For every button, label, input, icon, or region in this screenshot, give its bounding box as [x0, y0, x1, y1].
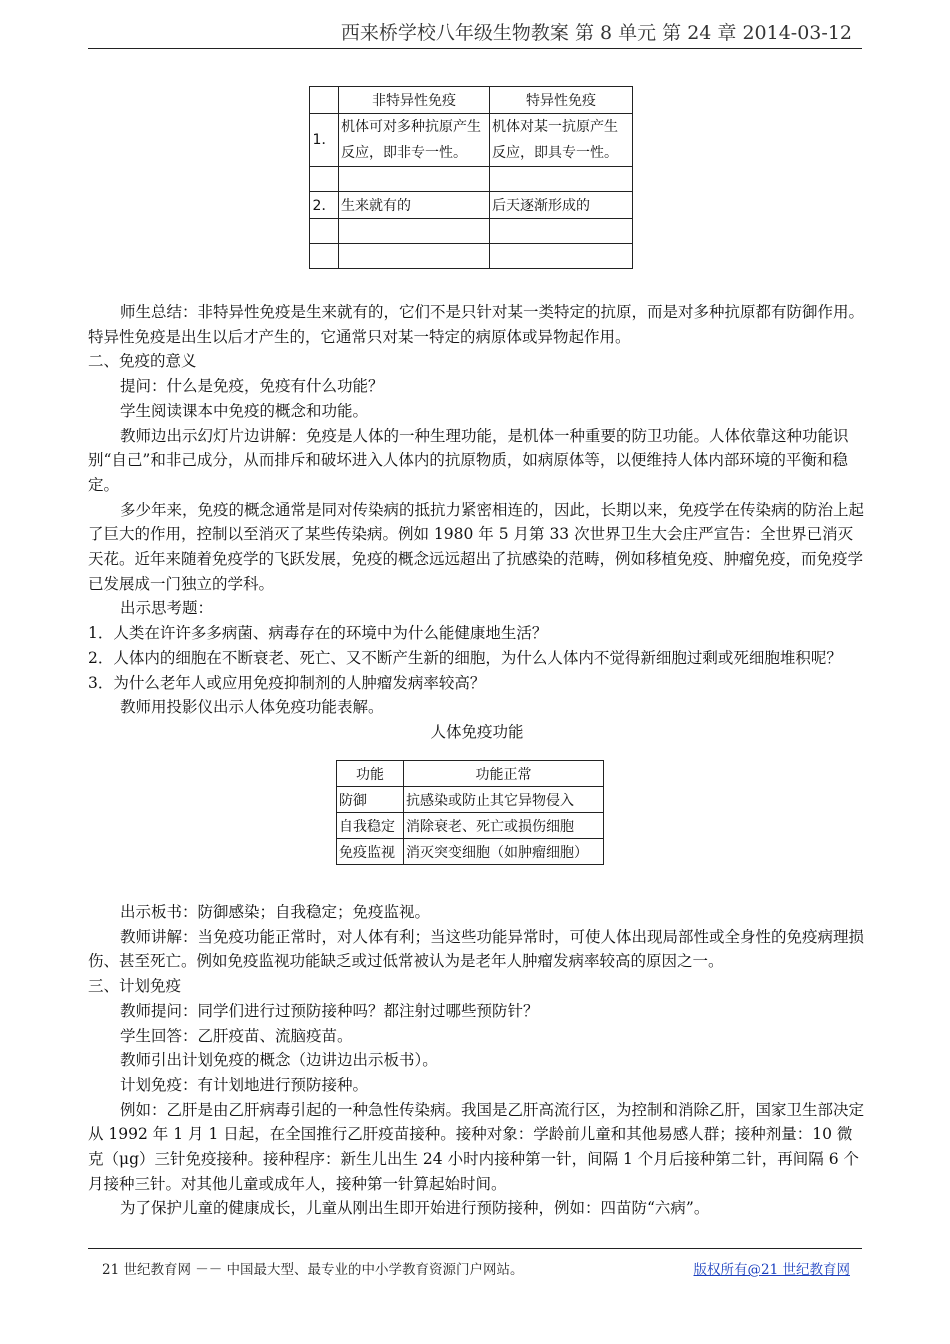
table-cell: 2． — [310, 192, 339, 219]
section-heading: 二、免疫的意义 — [88, 352, 197, 371]
table-cell — [490, 219, 633, 244]
table-cell: 消除衰老、死亡或损伤细胞 — [404, 813, 604, 839]
table-cell: 机体可对多种抗原产生反应，即非专一性。 — [339, 114, 490, 167]
question-item: 2．人体内的细胞在不断衰老、死亡、又不断产生新的细胞，为什么人体内不觉得新细胞过剩或死细胞堆积呢？ — [88, 648, 842, 667]
paragraph: 师生总结：非特异性免疫是生来就有的，它们不是只针对某一类特定的抗原，而是对多种抗原都有防御作用。特异性免疫是出生以后才产生的，它通常只对某一特定的病原体或异物起作用。 — [88, 303, 865, 346]
paragraph: 教师引出计划免疫的概念（边讲边出示板书）。 — [120, 1051, 438, 1070]
paragraph: 教师提问：同学们进行过预防接种吗？都注射过哪些预防针？ — [120, 1001, 539, 1020]
paragraph: 提问：什么是免疫，免疫有什么功能？ — [120, 377, 384, 396]
table-header-cell: 功能 — [337, 761, 404, 787]
table-cell — [339, 167, 490, 192]
table-cell: 后天逐渐形成的 — [490, 192, 633, 219]
table-cell: 防御 — [337, 787, 404, 813]
table-cell — [339, 219, 490, 244]
table-cell: 消灭突变细胞（如肿瘤细胞） — [404, 839, 604, 865]
paragraph: 教师用投影仪出示人体免疫功能表解。 — [120, 698, 384, 717]
table-cell: 生来就有的 — [339, 192, 490, 219]
copyright-link[interactable]: 版权所有@21 世纪教育网 — [693, 1262, 850, 1278]
immune-function-table — [336, 760, 604, 865]
table-cell: 免疫监视 — [337, 839, 404, 865]
table-row — [310, 244, 633, 269]
paragraph: 出示思考题： — [120, 599, 214, 618]
header-title: 西来桥学校八年级生物教案 第 8 单元 第 24 章 2014-03-12 — [340, 22, 852, 44]
table-cell: 自我稳定 — [337, 813, 404, 839]
table-header-cell — [310, 87, 339, 114]
table-header-cell: 非特异性免疫 — [339, 87, 490, 114]
table-cell — [490, 167, 633, 192]
page-footer — [88, 1248, 862, 1278]
paragraph: 学生回答：乙肝疫苗、流脑疫苗。 — [120, 1026, 353, 1045]
table-cell — [310, 244, 339, 269]
table-cell — [310, 219, 339, 244]
paragraph: 教师边出示幻灯片边讲解：免疫是人体的一种生理功能，是机体一种重要的防卫功能。人体依靠这种功能识别“自己”和非己成分，从而排斥和破坏进入人体内的抗原物质，如病原体等，以便维持人体内部环境的平衡和稳定。 — [88, 426, 849, 494]
paragraph: 教师讲解：当免疫功能正常时，对人体有利；当这些功能异常时，可使人体出现局部性或全身性的免疫病理损伤、甚至死亡。例如免疫监视功能缺乏或过低常被认为是老年人肿瘤发病率较高的原因之一。 — [88, 927, 865, 971]
paragraph: 为了保护儿童的健康成长，儿童从刚出生即开始进行预防接种，例如：四苗防“六病”。 — [120, 1199, 710, 1218]
question-item: 1．人类在许许多多病菌、病毒存在的环境中为什么能健康地生活？ — [88, 624, 548, 643]
table-cell — [339, 244, 490, 269]
table-row — [337, 813, 604, 839]
question-item: 3．为什么老年人或应用免疫抑制剂的人肿瘤发病率较高？ — [88, 673, 486, 692]
section-heading: 三、计划免疫 — [88, 977, 182, 996]
table-header-cell: 功能正常 — [404, 761, 604, 787]
table-header-row — [310, 87, 633, 114]
table-cell — [310, 167, 339, 192]
table-row — [310, 167, 633, 192]
immunity-comparison-table — [309, 86, 633, 269]
paragraph: 例如：乙肝是由乙肝病毒引起的一种急性传染病。我国是乙肝高流行区，为控制和消除乙肝，国家卫生部决定从 1992 年 1 月 1 日起，在全国推行乙肝疫苗接种。接种对象：学龄前儿童和其他易感人群；接种剂量：10 微克（μg）三针免疫接种。接种程序：新生儿出生 24 小时内接种第一针，间隔 1 个月后接种第二针，再间隔 6 个月接种三针。对其他儿童或成年人，接种第一针算起始时间。 — [88, 1100, 865, 1193]
page-header — [88, 18, 862, 49]
table-title: 人体免疫功能 — [430, 722, 524, 741]
footer-text: 21 世纪教育网 －－ 中国最大型、最专业的中小学教育资源门户网站。 — [102, 1262, 524, 1278]
table-row — [310, 192, 633, 219]
table-cell: 抗感染或防止其它异物侵入 — [404, 787, 604, 813]
table-cell: 1． — [310, 114, 339, 167]
table-row — [337, 787, 604, 813]
lesson-body — [88, 300, 866, 745]
table-header-row — [337, 761, 604, 787]
table-row — [337, 839, 604, 865]
table-cell — [490, 244, 633, 269]
table-cell: 机体对某一抗原产生反应，即具专一性。 — [490, 114, 633, 167]
paragraph: 学生阅读课本中免疫的概念和功能。 — [120, 401, 369, 420]
paragraph: 出示板书：防御感染；自我稳定；免疫监视。 — [120, 903, 431, 921]
paragraph: 计划免疫：有计划地进行预防接种。 — [120, 1075, 369, 1094]
table-row — [310, 114, 633, 167]
table-row — [310, 219, 633, 244]
lesson-body-continued — [88, 900, 866, 1221]
paragraph: 多少年来，免疫的概念通常是同对传染病的抵抗力紧密相连的，因此，长期以来，免疫学在传染病的防治上起了巨大的作用，控制以至消灭了某些传染病。例如 1980 年 5 月第 33 次世界卫生大会庄严宣告：全世界已消灭天花。近年来随着免疫学的飞跃发展，免疫的概念远远超出了抗感染的范畴，例如移植免疫、肿瘤免疫，而免疫学已发展成一门独立的学科。 — [88, 500, 865, 593]
table-header-cell: 特异性免疫 — [490, 87, 633, 114]
